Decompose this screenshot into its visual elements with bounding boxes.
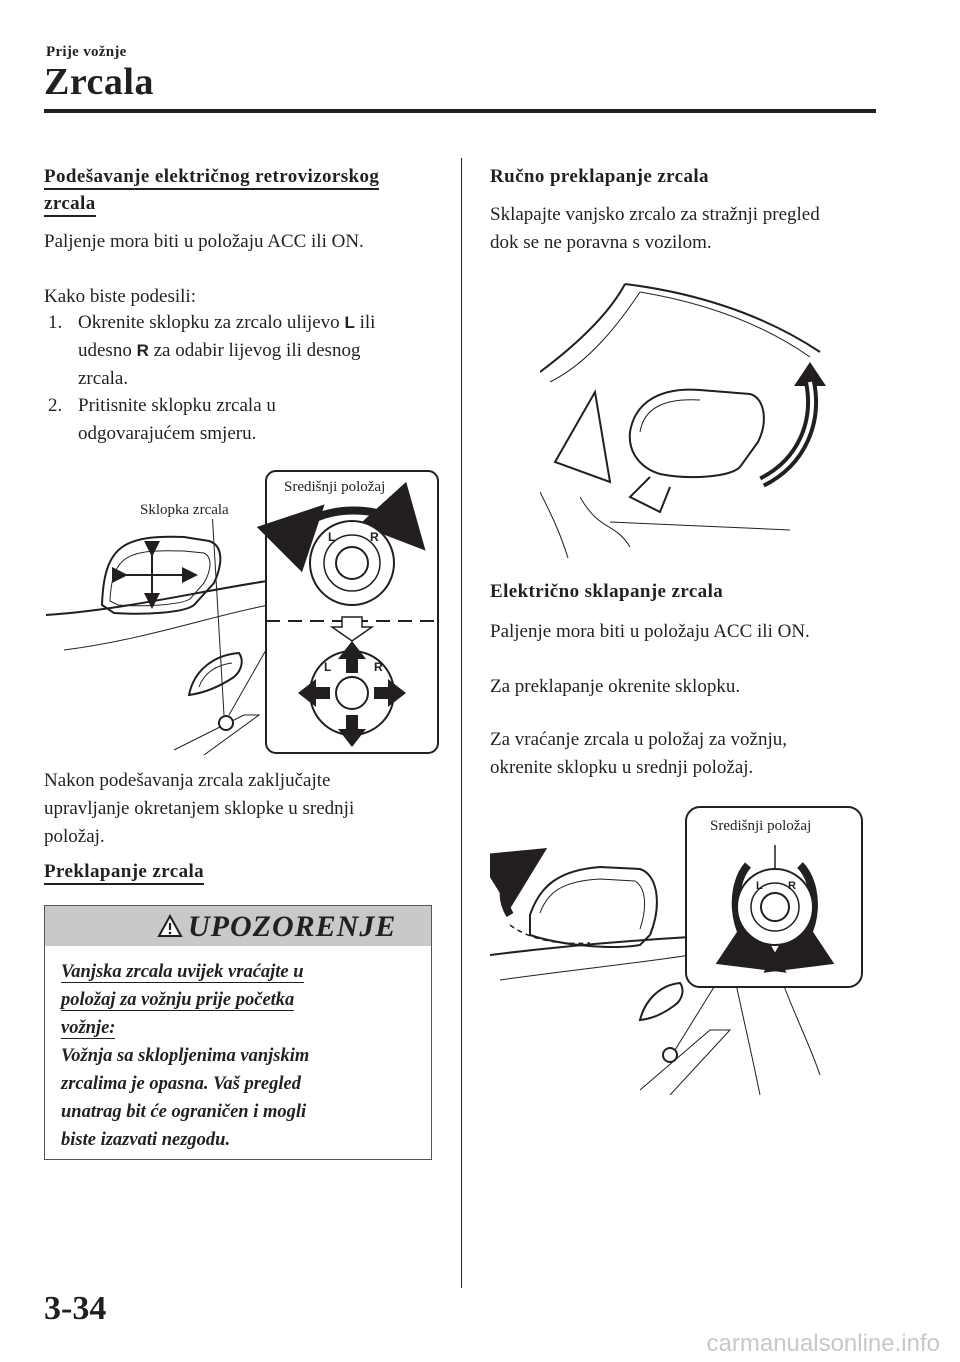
mirror-switch-illustration — [44, 465, 444, 755]
knob-l-label: L — [328, 530, 336, 544]
warning-box — [44, 905, 432, 1160]
warning-text: Vanjska zrcala uvijek vraćajte u položaj za vožnju prije početka vožnje: Vožnja sa sklopljenima vanjskim zrcalima je opasna. Vaš pregled unatrag bit će ograničen i mogli biste izazvati nezgodu. — [61, 962, 310, 1150]
paragraph-ignition: Paljenje mora biti u položaju ACC ili ON. — [44, 231, 364, 252]
list-item-step-2: 2. Pritisnite sklopku zrcala u odgovarajućem smjeru. — [48, 395, 276, 444]
electric-fold-illustration — [490, 805, 870, 1095]
paragraph-fold-instruction: Za preklapanje okrenite sklopku. — [490, 676, 741, 697]
watermark: carmanualsonline.info — [706, 1330, 940, 1357]
page-title: Zrcala — [44, 61, 154, 103]
heading-folding: Preklapanje zrcala — [44, 858, 204, 885]
paragraph-after-adjust: Nakon podešavanja zrcala zaključajte upravljanje okretanjem sklopke u srednji položaj. — [44, 770, 355, 847]
title-rule — [44, 109, 876, 113]
label-center-position: Središnji položaj — [284, 479, 386, 495]
list-item-step-1: 1. Okrenite sklopku za zrcalo ulijevo L ili udesno R za odabir lijevog ili desnog zrcala. — [48, 312, 376, 389]
paragraph-manual-folding: Sklapajte vanjsko zrcalo za stražnji pregled dok se ne poravna s vozilom. — [490, 204, 820, 253]
page-number: 3-34 — [44, 1290, 107, 1327]
knob-r-label: R — [370, 530, 379, 544]
knob-l-label: L — [324, 660, 332, 674]
warning-title: UPOZORENJE — [188, 910, 397, 943]
knob-l-label: L — [756, 880, 763, 892]
l-glyph-icon: L — [344, 313, 355, 332]
heading-electric-adjust: Podešavanje električnog retrovizorskog zrcala — [44, 163, 379, 217]
heading-manual-folding: Ručno preklapanje zrcala — [490, 166, 709, 187]
warning-header — [45, 906, 431, 946]
knob-r-label: R — [374, 660, 383, 674]
warning-triangle-icon — [157, 914, 183, 938]
label-mirror-switch: Sklopka zrcala — [140, 502, 229, 518]
knob-r-label: R — [788, 880, 796, 892]
paragraph-return-instruction: Za vraćanje zrcala u položaj za vožnju, okrenite sklopku u srednji položaj. — [490, 729, 787, 778]
column-divider — [461, 158, 462, 1288]
paragraph-electric-ignition: Paljenje mora biti u položaju ACC ili ON. — [490, 621, 810, 642]
section-label: Prije vožnje — [46, 44, 127, 60]
r-glyph-icon: R — [136, 341, 149, 360]
manual-fold-illustration — [540, 282, 880, 562]
heading-electric-folding: Električno sklapanje zrcala — [490, 581, 724, 602]
label-center-position-2: Središnji položaj — [710, 818, 812, 834]
paragraph-how-to: Kako biste podesili: — [44, 286, 196, 307]
